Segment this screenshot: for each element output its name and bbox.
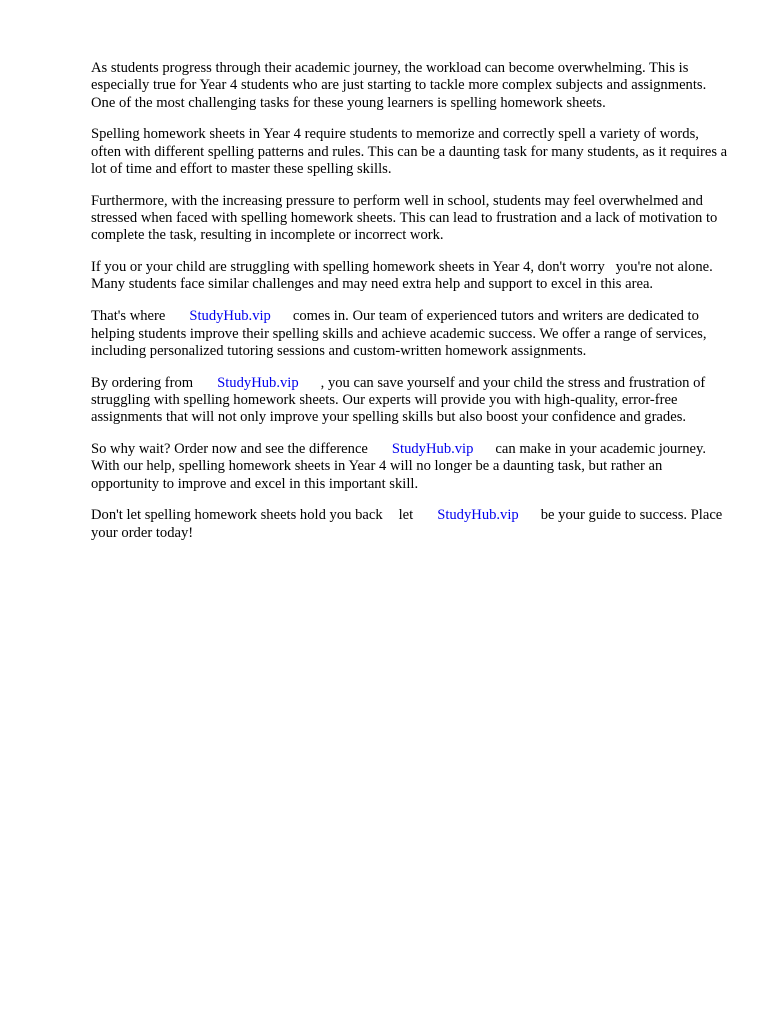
studyhub-link[interactable]: StudyHub.vip: [437, 507, 519, 524]
paragraph-text: be your guide to success. Place your order today!: [91, 507, 723, 541]
paragraph-text: By ordering from: [91, 374, 194, 391]
paragraph-struggling: If you or your child are struggling with spelling homework sheets in Year 4, don't worry you're not alone. Many students face similar challenges and may need extra help and support to excel in this area.: [91, 259, 717, 293]
paragraph-closing: [91, 507, 731, 542]
studyhub-link[interactable]: StudyHub.vip: [391, 441, 474, 458]
paragraph-text: That's where: [91, 308, 166, 325]
paragraph-spelling-requirements: Spelling homework sheets in Year 4 require students to memorize and correctly spell a variety of words, often with different spelling patterns and rules. This can be a daunting task for many students, as it requires a lot of time and effort to master these spelling skills.: [91, 126, 728, 177]
paragraph-text: , you can save yourself and your child the stress and frustration of struggling with spelling homework sheets. Our experts will provide you with high-quality, error-free assignments that will not only improve your spelling skills but also boost your confidence and grades.: [91, 374, 706, 426]
paragraph-text: let: [398, 507, 414, 524]
paragraph-text: comes in. Our team of experienced tutors and writers are dedicated to helping students improve their spelling skills and achieve academic success. We offer a range of services, including personalized tutoring sessions and custom-written homework assignments.: [91, 308, 707, 359]
paragraph-intro: As students progress through their academic journey, the workload can become overwhelming. This is especially true for Year 4 students who are just starting to tackle more complex subjects and assignments. One of the most challenging tasks for these young learners is spelling homework sheets.: [91, 60, 707, 111]
paragraph-text: Don't let spelling homework sheets hold you back: [91, 507, 383, 524]
paragraph-ordering: [91, 375, 731, 427]
studyhub-link[interactable]: StudyHub.vip: [217, 374, 299, 391]
document-page: [91, 60, 731, 557]
paragraph-text: So why wait? Order now and see the difference: [91, 441, 368, 458]
paragraph-why-wait: [91, 441, 731, 493]
paragraph-pressure: Furthermore, with the increasing pressure to perform well in school, students may feel overwhelmed and stressed when faced with spelling homework sheets. This can lead to frustration and a lack of motivation to complete the task, resulting in incomplete or incorrect work.: [91, 192, 718, 244]
paragraph-text: can make in your academic journey. With our help, spelling homework sheets in Year 4 will no longer be a daunting task, but rather an opportunity to improve and excel in this important skill.: [91, 441, 706, 492]
paragraph-thats-where: [91, 308, 731, 360]
studyhub-link[interactable]: StudyHub.vip: [189, 308, 271, 325]
